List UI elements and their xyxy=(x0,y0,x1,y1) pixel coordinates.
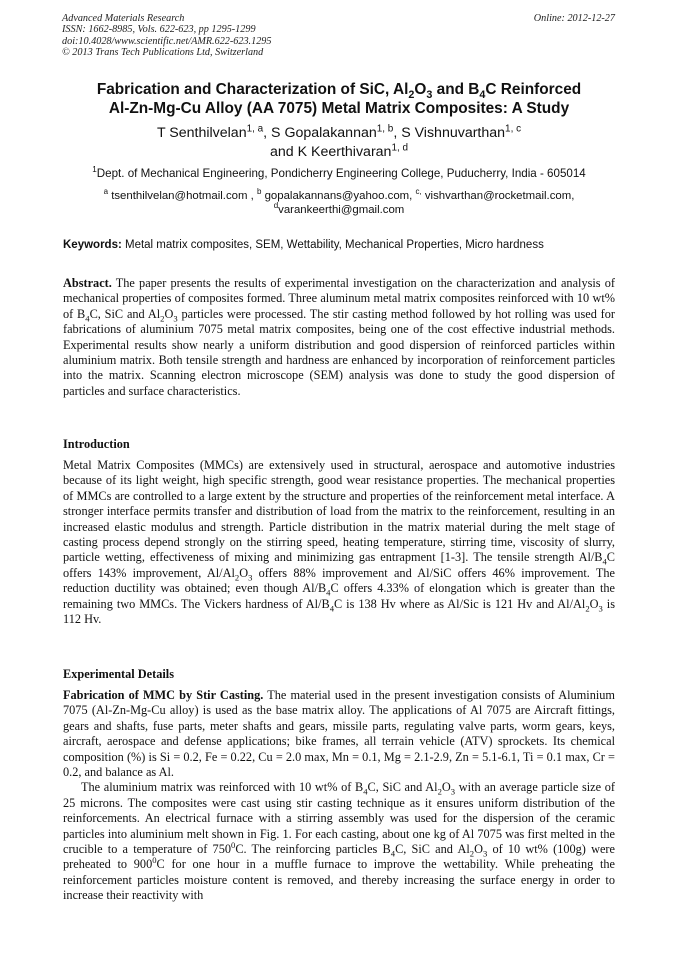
introduction-heading: Introduction xyxy=(63,437,130,451)
online-date: Online: 2012-12-27 xyxy=(533,13,615,24)
authors-line-1: T Senthilvelan$^{1, a}$, S Gopalakannan$^{1, b}$, S Vishnuvarthan$^{1, c}$ xyxy=(156,123,522,141)
journal-copyright: © 2013 Trans Tech Publications Ltd, Switzerland xyxy=(62,47,264,59)
title-line-1: Fabrication and Characterization of SiC, $Al_2O_3$ and $B_4C$ Reinforced xyxy=(96,81,582,102)
title-line-2: Al-Zn-Mg-Cu Alloy (AA 7075) Metal Matrix Composites: A Study xyxy=(108,100,570,117)
abstract: Abstract. The paper presents the results of experimental investigation on the characterization and analysis of mechanical properties of composites formed. Three aluminum metal matrix composites reinforced with 10 wt% of $B_4C$, SiC and $Al_2O_3$ particles were processed. The stir casting method followed by hot rolling was used for fabrications of aluminium 7075 metal matrix composites, being one of the cost effective industrial methods. Experimental results show nearly a uniform distribution and good dispersion of reinforced particles within aluminium matrix. Both tensile strength and hardness are enhanced by incorporation of reinforcement particles into the matrix. Scanning electron microscope (SEM) analysis was done to study the good dispersion of particles and surface characteristics. xyxy=(63,276,615,398)
introduction-text: Metal Matrix Composites (MMCs) are extensively used in structural, aerospace and automotive industries because of its light weight, high specific strength, good wear resistance properties. The mechanical properties of MMCs are controlled to a large extent by the structure and properties of the reinforcement metal interface. A stronger interface permits transfer and distribution of load from the matrix to the reinforcement, resulting in an increased elastic modulus and strength. Particle distribution in the matrix material during the melt stage of casting process depend strongly on the stirring speed, heating temperature, stirring time, viscosity of slurry, particle wetting, effectiveness of mixing and minimizing gas entrapment [1-3]. The tensile strength $Al/B_4C$ offers 143% improvement, $Al/Al_2O_3$ offers 88% improvement and Al/SiC offers 46% improvement. The reduction ductility was obtained; even though $Al/B_4C$ offers 4.33% of elongation which is greater than the remaining two MMCs. The Vickers hardness of $Al/B_4C$ is 138 Hv where as Al/Sic is 121 Hv and $Al/Al_2O_3$ is 112 Hv. xyxy=(63,458,615,627)
experimental-text xyxy=(63,688,615,904)
authors-line-2: and K Keerthivaran$^{1, d}$ xyxy=(269,142,409,160)
fabrication-paragraph: Fabrication of MMC by Stir Casting. The material used in the present investigation consists of Aluminium 7075 (Al-Zn-Mg-Cu alloy) is used as the base matrix alloy. The applications of Al 7075 are Aircraft fittings, gears and shafts, fuse parts, meter shafts and gears, missile parts, regulating valve parts, worm gears, keys, aircraft, aerospace and defense applications; bike frames, all terrain vehicle (ATV) sprockets. Its chemical composition (%) is Si = 0.2, Fe = 0.22, Cu = 2.0 max, Mn = 0.1, Mg = 2.1-2.9, Zn = 5.1-6.1, Ti = 0.1 max, Cr = 0.2, and balance as Al. xyxy=(63,688,615,780)
journal-name: Advanced Materials Research xyxy=(62,13,185,24)
fabrication-label: Fabrication of MMC by Stir Casting. xyxy=(63,688,264,702)
author-list xyxy=(40,124,638,162)
keywords-text: Metal matrix composites, SEM, Wettability, Mechanical Properties, Micro hardness xyxy=(121,239,544,251)
journal-header xyxy=(62,13,271,59)
experimental-heading: Experimental Details xyxy=(63,667,174,681)
keywords-label: Keywords: xyxy=(63,239,122,251)
reinforcement-paragraph: The aluminium matrix was reinforced with 10 wt% of $B_4C$, SiC and $Al_2O_3$ with an average particle size of 25 microns. The composites were cast using stir casting technique as it ensures uniform distribution of the reinforcements. An electrical furnace with a stirring assembly was used for the dispersion of the ceramic particles into aluminium melt shown in Fig. 1. For each casting, about one kg of Al 7075 was first melted in the crucible to a temperature of $750^0C$. The reinforcing particles $B_4C$, SiC and $Al_2O_3$ of 10 wt% (100g) were preheated to $900^0C$ for one hour in a muffle furnace to improve the wettability. While preheating the reinforcement particles moisture content is removed, and thereby increasing the surface energy in order to increase their reactivity with xyxy=(63,780,615,903)
email-b[interactable]: gopalakannans@yahoo.com, xyxy=(261,190,416,202)
author-emails: $^a$ tsenthilvelan@hotmail.com , $^b$ gopalakannans@yahoo.com, $^{c,}$ vishvarthan@rocketmail.com, $^d$varankeerthi@gmail.com xyxy=(103,187,575,216)
affiliation: $^1$Dept. of Mechanical Engineering, Pondicherry Engineering College, Puducherry, India - 605014 xyxy=(92,165,586,180)
email-c[interactable]: vishvarthan@rocketmail.com, xyxy=(421,190,575,202)
journal-doi: doi:10.4028/www.scientific.net/AMR.622-623.1295 xyxy=(62,35,272,47)
email-d[interactable]: varankeerthi@gmail.com xyxy=(278,204,405,216)
journal-issn: ISSN: 1662-8985, Vols. 622-623, pp 1295-1299 xyxy=(62,24,256,36)
keywords xyxy=(63,238,623,252)
paper-title xyxy=(40,80,638,118)
email-a[interactable]: tsenthilvelan@hotmail.com , xyxy=(108,190,257,202)
abstract-label: Abstract. xyxy=(63,276,112,290)
